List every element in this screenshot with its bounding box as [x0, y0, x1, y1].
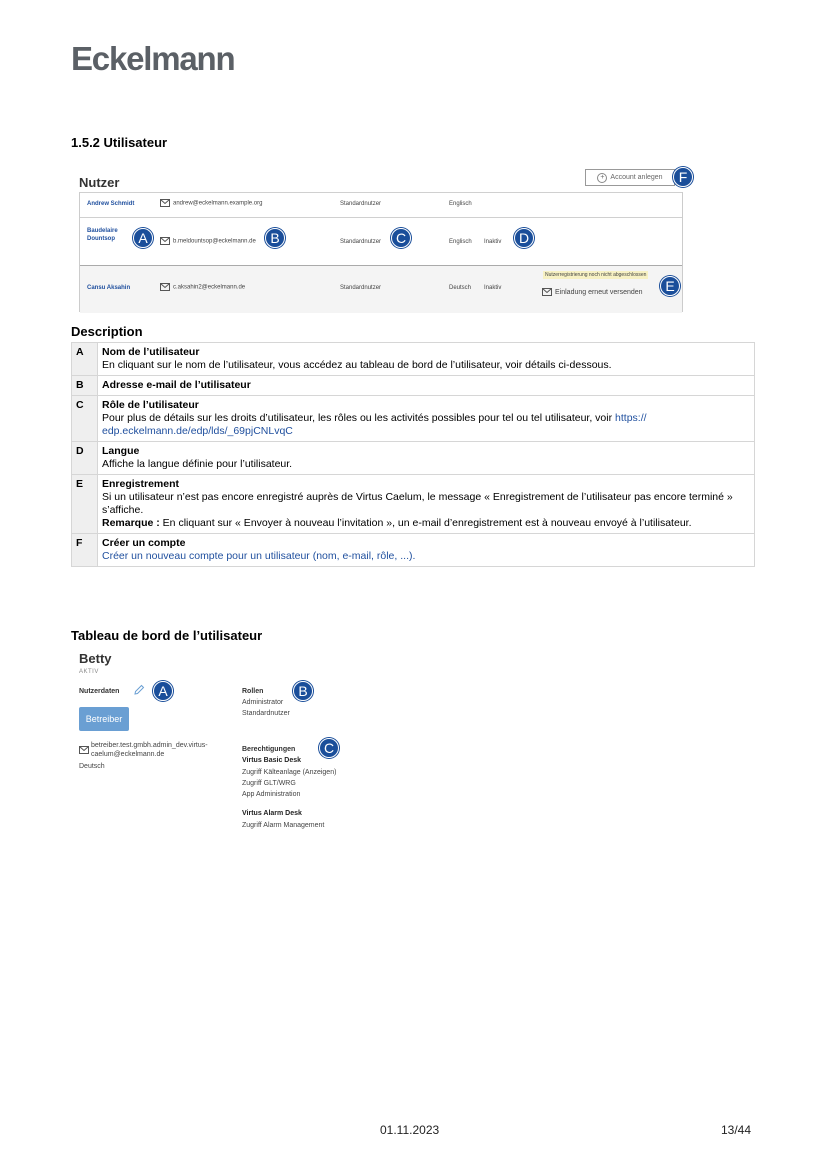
permission-item: Zugriff Kälteanlage (Anzeigen) — [242, 769, 337, 776]
user-language: Deutsch — [79, 763, 105, 770]
mail-icon — [160, 199, 170, 207]
user-email-text: c.aksahin2@eckelmann.de — [173, 284, 246, 291]
row-key: D — [72, 442, 98, 475]
users-list-title: Nutzer — [79, 175, 120, 190]
row-content — [98, 343, 755, 376]
description-table — [71, 342, 755, 567]
users-screenshot — [71, 166, 688, 312]
doc-link[interactable]: https:// edp.eckelmann.de/edp/lds/_69pjCNLvqC — [102, 412, 647, 437]
row-key: A — [72, 343, 98, 376]
user-role: Standardnutzer — [340, 239, 382, 245]
row-text: Pour plus de détails sur les droits d’utilisateur, les rôles ou les activités possibles pour tel ou tel utilisateur, voir — [102, 412, 616, 424]
user-name-link[interactable]: Baudelaire Dountsop — [87, 228, 118, 242]
user-name-link[interactable]: Andrew Schmidt — [87, 201, 135, 207]
row-text-wrap — [102, 412, 750, 438]
dashboard-user-name: Betty — [79, 651, 112, 666]
users-table — [79, 192, 683, 312]
mail-icon — [160, 283, 170, 291]
row-text: Affiche la langue définie pour l’utilisateur. — [102, 458, 293, 470]
user-dashboard-screenshot — [71, 647, 371, 837]
row-text: En cliquant sur le nom de l’utilisateur, vous accédez au tableau de bord de l’utilisateur, voir détails ci-dessous. — [102, 359, 612, 371]
marker-a: A — [133, 228, 153, 248]
resend-invitation-link[interactable] — [542, 288, 643, 296]
table-row — [72, 534, 755, 567]
row-key: E — [72, 475, 98, 534]
user-data-label: Nutzerdaten — [79, 688, 120, 695]
permission-item: Zugriff Alarm Management — [242, 822, 325, 829]
marker-e: E — [660, 276, 680, 296]
row-note — [102, 517, 750, 530]
role-pill[interactable]: Betreiber — [79, 707, 129, 731]
marker-f: F — [673, 167, 693, 187]
description-heading: Description — [71, 324, 143, 339]
row-key: C — [72, 396, 98, 442]
marker-b: B — [265, 228, 285, 248]
row-title: Langue — [102, 445, 140, 457]
row-text: Créer un nouveau compte pour un utilisateur (nom, e-mail, rôle, ...). — [102, 550, 416, 562]
row-title: Créer un compte — [102, 537, 186, 549]
row-title: Nom de l’utilisateur — [102, 346, 200, 358]
table-row — [72, 475, 755, 534]
user-role: Standardnutzer — [340, 285, 382, 291]
plus-icon: + — [597, 173, 607, 183]
user-status: Inaktiv — [484, 239, 502, 245]
permission-item: App Administration — [242, 791, 301, 798]
row-title: Rôle de l’utilisateur — [102, 399, 199, 411]
marker-c: C — [391, 228, 411, 248]
user-email: betreiber.test.gmbh.admin_dev.virtus- caelum@eckelmann.de — [91, 742, 208, 758]
row-content — [98, 534, 755, 567]
user-name-link[interactable]: Cansu Aksahin — [87, 285, 131, 291]
row-title: Adresse e-mail de l’utilisateur — [102, 379, 251, 391]
table-row[interactable] — [80, 192, 682, 218]
marker-a: A — [153, 681, 173, 701]
user-language: Englisch — [449, 239, 472, 245]
permissions-label: Berechtigungen — [242, 746, 296, 753]
roles-label: Rollen — [242, 688, 264, 695]
table-row — [72, 396, 755, 442]
registration-warning-badge: Nutzerregistrierung noch nicht abgeschlossen — [545, 272, 647, 278]
mail-icon — [160, 237, 170, 245]
row-content — [98, 442, 755, 475]
permission-item: Zugriff GLT/WRG — [242, 780, 296, 787]
mail-icon — [79, 746, 89, 754]
table-row — [72, 376, 755, 396]
role-item: Administrator — [242, 699, 284, 706]
user-status: Inaktiv — [484, 285, 502, 291]
row-content — [98, 396, 755, 442]
mail-icon — [542, 288, 552, 296]
user-role: Standardnutzer — [340, 201, 382, 207]
table-row[interactable] — [80, 265, 682, 313]
user-email-text: b.meldountsop@eckelmann.de — [173, 238, 256, 245]
row-text: Si un utilisateur n’est pas encore enregistré auprès de Virtus Caelum, le message « Enregistrement de l’utilisateur pas encore terminé » s’affiche. — [102, 491, 733, 516]
marker-b: B — [293, 681, 313, 701]
create-account-button[interactable] — [585, 169, 675, 186]
user-email — [160, 199, 262, 207]
role-item: Standardnutzer — [242, 710, 290, 717]
marker-d: D — [514, 228, 534, 248]
user-email-text: andrew@eckelmann.example.org — [173, 200, 263, 207]
table-row[interactable] — [80, 217, 682, 264]
row-key: F — [72, 534, 98, 567]
eckelmann-logo: Eckelmann — [71, 40, 235, 77]
page-number: 13/44 — [721, 1123, 752, 1137]
user-email — [160, 283, 245, 291]
user-email — [160, 237, 256, 245]
user-language: Englisch — [449, 201, 472, 207]
alarm-desk-label: Virtus Alarm Desk — [242, 810, 302, 817]
resend-invitation-label: Einladung erneut versenden — [555, 288, 643, 296]
row-content — [98, 475, 755, 534]
create-account-label: Account anlegen — [610, 174, 663, 181]
edit-pencil-icon[interactable] — [133, 684, 145, 696]
row-title: Enregistrement — [102, 478, 180, 490]
section-title: 1.5.2 Utilisateur — [71, 135, 168, 150]
table-row — [72, 442, 755, 475]
table-row — [72, 343, 755, 376]
footer-date: 01.11.2023 — [380, 1123, 440, 1137]
row-content — [98, 376, 755, 396]
note-label: Remarque : — [102, 517, 160, 529]
note-text: En cliquant sur « Envoyer à nouveau l’invitation », un e-mail d’enregistrement est à nouveau envoyé à l’utilisateur. — [159, 517, 692, 529]
user-language: Deutsch — [449, 285, 472, 291]
basic-desk-label: Virtus Basic Desk — [242, 757, 302, 764]
dashboard-heading: Tableau de bord de l’utilisateur — [71, 628, 263, 643]
user-status-label: AKTIV — [79, 669, 99, 675]
row-key: B — [72, 376, 98, 396]
marker-c: C — [319, 738, 339, 758]
